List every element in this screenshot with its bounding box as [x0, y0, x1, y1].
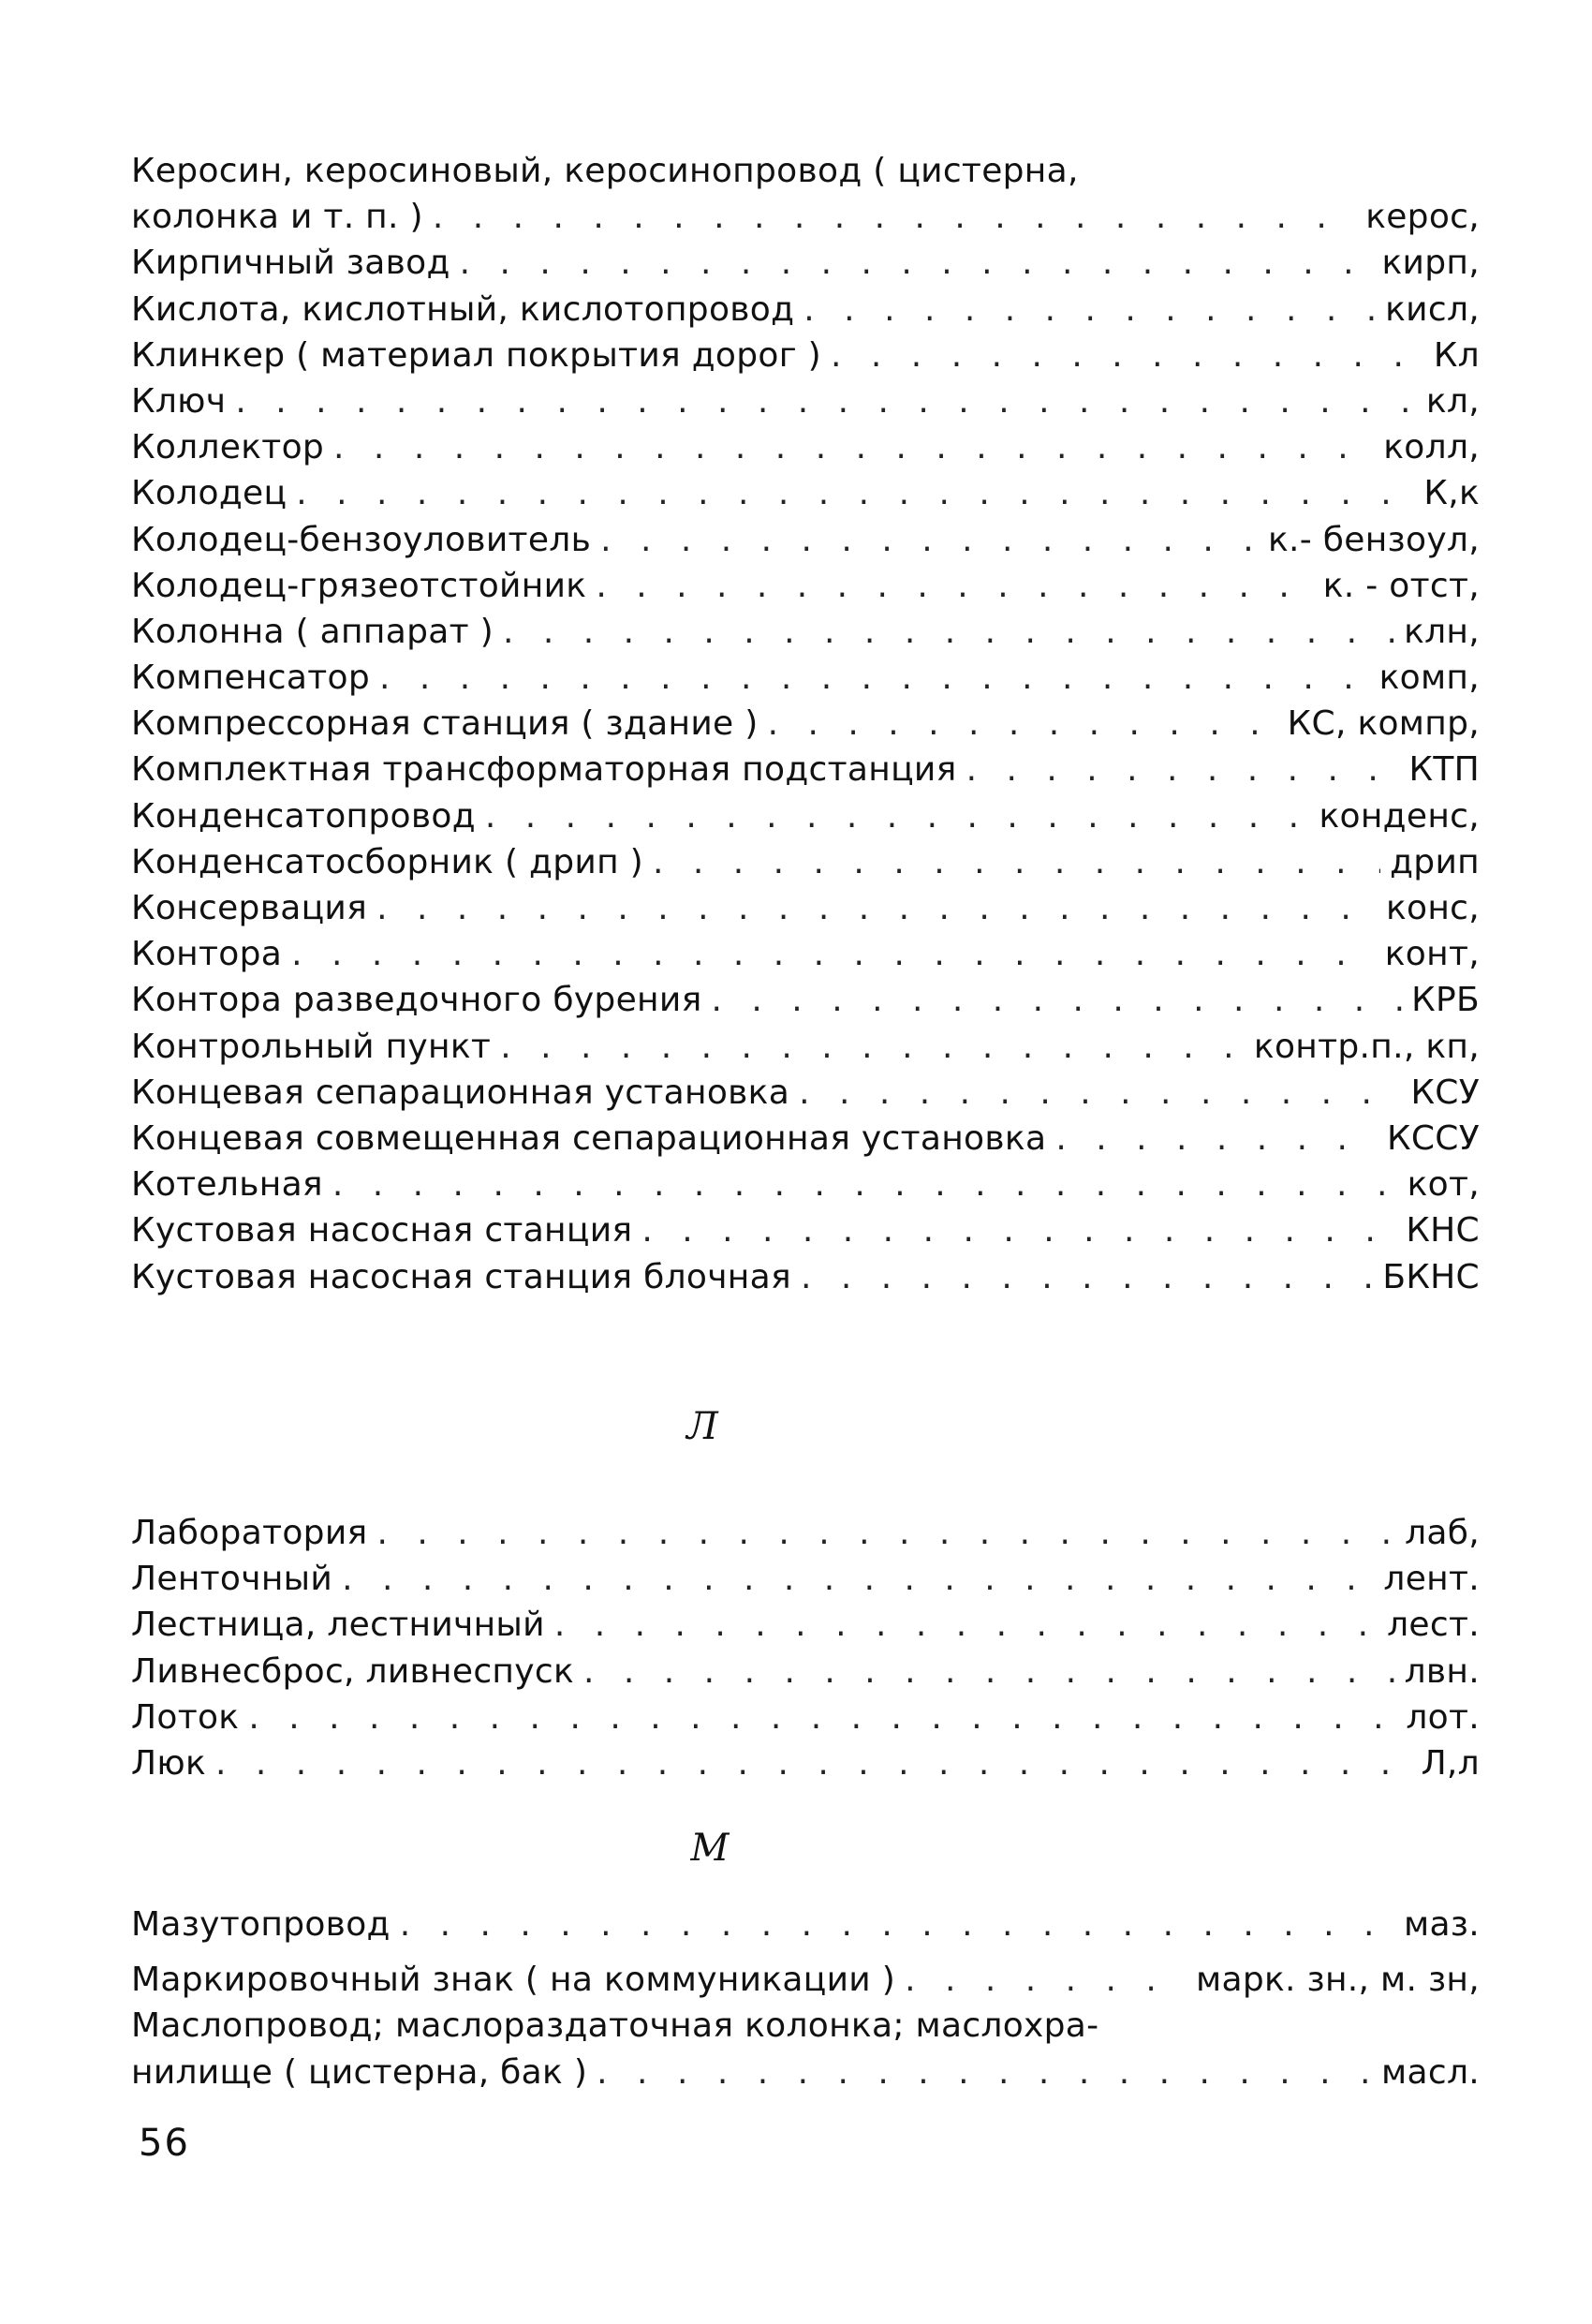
entry-term: Ключ	[131, 381, 227, 421]
leader-dots	[235, 378, 1417, 424]
entry-term: Комплектная трансформаторная подстанция	[131, 750, 957, 790]
leader-dots	[379, 655, 1370, 701]
list-item	[131, 747, 1480, 792]
entry-abbreviation: керос,	[1365, 198, 1480, 237]
entry-term: Кустовая насосная станция	[131, 1211, 633, 1251]
entry-continued-first-line	[131, 2003, 1480, 2049]
entry-abbreviation: КССУ	[1387, 1118, 1480, 1158]
entry-abbreviation: конденс,	[1319, 796, 1480, 836]
entry-abbreviation: дрип	[1390, 842, 1480, 881]
entry-term: Маслопровод; маслораздаточная колонка; маслохра-	[131, 2006, 1099, 2046]
entry-abbreviation: конт,	[1384, 935, 1480, 974]
leader-dots	[905, 1957, 1187, 2003]
list-item	[131, 424, 1480, 470]
list-item	[131, 1162, 1480, 1207]
list-item	[131, 609, 1480, 655]
entry-abbreviation: маз.	[1403, 1905, 1480, 1944]
list-item	[131, 701, 1480, 747]
entry-term: нилище ( цистерна, бак )	[131, 2052, 588, 2092]
list-item	[131, 194, 1480, 240]
list-item	[131, 470, 1480, 516]
entry-term: Консервация	[131, 889, 368, 927]
entry-abbreviation: КТП	[1408, 750, 1480, 790]
entry-term: Котельная	[131, 1165, 323, 1205]
leader-dots	[653, 839, 1380, 885]
leader-dots	[803, 287, 1376, 333]
entry-term: Колодец-грязеотстойник	[131, 566, 587, 605]
entry-term: Лаборатория	[131, 1514, 368, 1552]
entry-abbreviation: колл,	[1383, 428, 1480, 467]
leader-dots	[460, 240, 1373, 286]
leader-dots	[215, 1740, 1412, 1786]
leader-dots	[248, 1695, 1396, 1740]
entry-term: Компенсатор	[131, 659, 370, 698]
leader-dots	[376, 885, 1377, 931]
leader-dots	[799, 1070, 1401, 1116]
leader-dots	[376, 1510, 1395, 1556]
leader-dots	[966, 747, 1400, 792]
list-item	[131, 287, 1480, 333]
list-item	[131, 1024, 1480, 1070]
entry-abbreviation: К,к	[1423, 474, 1480, 513]
entry-abbreviation: к. - отст,	[1322, 566, 1480, 605]
entry-abbreviation: Кл	[1433, 335, 1480, 375]
leader-dots	[596, 563, 1313, 609]
entry-abbreviation: кирп,	[1381, 244, 1480, 283]
leader-dots	[296, 470, 1414, 516]
list-item	[131, 1740, 1480, 1786]
list-item	[131, 885, 1480, 931]
entry-abbreviation: КС, компр,	[1287, 704, 1480, 744]
entry-term: Клинкер ( материал покрытия дорог )	[131, 335, 822, 375]
leader-dots	[600, 517, 1259, 563]
entry-term: Концевая сепарационная установка	[131, 1073, 790, 1112]
leader-dots	[554, 1602, 1378, 1648]
entry-term: Мазутопровод	[131, 1905, 391, 1944]
entry-term: Колодец-бензоуловитель	[131, 520, 592, 559]
entry-term: Коллектор	[131, 428, 325, 467]
leader-dots	[332, 1162, 1398, 1207]
entry-term: Колонна ( аппарат )	[131, 612, 494, 651]
list-item	[131, 1510, 1480, 1556]
entry-term: Кирпичный завод	[131, 244, 450, 283]
leader-dots	[583, 1649, 1395, 1695]
leader-dots	[1055, 1116, 1378, 1162]
entry-term: колонка и т. п. )	[131, 198, 423, 237]
entry-abbreviation: к.- бензоул,	[1267, 520, 1480, 559]
leader-dots	[291, 931, 1376, 977]
entry-term: Конденсатопровод	[131, 796, 476, 836]
entry-term: Ливнесброс, ливнеспуск	[131, 1651, 575, 1691]
entry-term: Концевая совмещенная сепарационная установка	[131, 1118, 1047, 1158]
list-item	[131, 977, 1480, 1023]
list-item	[131, 563, 1480, 609]
leader-dots	[400, 1902, 1394, 1947]
entry-term: Колодец	[131, 474, 287, 513]
list-item	[131, 1116, 1480, 1162]
entry-abbreviation: конс,	[1385, 889, 1480, 927]
list-item	[131, 1957, 1480, 2003]
list-item	[131, 378, 1480, 424]
entry-term: Керосин, керосиновый, керосинопровод ( цистерна,	[131, 152, 1079, 190]
section-heading-l: Л	[686, 1405, 718, 1448]
entry-abbreviation: клн,	[1404, 612, 1480, 651]
entry-abbreviation: лест.	[1387, 1606, 1480, 1645]
entry-abbreviation: КСУ	[1410, 1073, 1480, 1112]
entry-abbreviation: лот.	[1406, 1697, 1480, 1737]
list-item	[131, 931, 1480, 977]
leader-dots	[597, 2050, 1372, 2095]
entry-abbreviation: БКНС	[1382, 1257, 1480, 1296]
entry-term: Ленточный	[131, 1560, 333, 1599]
entry-abbreviation: кисл,	[1385, 289, 1480, 329]
leader-dots	[712, 977, 1403, 1023]
entry-term: Лестница, лестничный	[131, 1606, 545, 1645]
leader-dots	[641, 1207, 1396, 1253]
leader-dots	[768, 701, 1278, 747]
entry-abbreviation: Л,л	[1421, 1743, 1480, 1783]
list-item	[131, 839, 1480, 885]
list-item	[131, 240, 1480, 286]
leader-dots	[831, 333, 1424, 378]
entry-term: Маркировочный знак ( на коммуникации )	[131, 1961, 896, 2000]
leader-dots	[485, 793, 1310, 839]
list-item	[131, 517, 1480, 563]
entry-abbreviation: контр.п., кп,	[1253, 1027, 1480, 1066]
list-item	[131, 1649, 1480, 1695]
list-item	[131, 1695, 1480, 1740]
entry-abbreviation: КНС	[1406, 1211, 1480, 1251]
entry-abbreviation: марк. зн., м. зн,	[1196, 1961, 1480, 2000]
leader-dots	[433, 194, 1356, 240]
entry-abbreviation: лвн.	[1404, 1651, 1480, 1691]
entry-continued-first-line	[131, 148, 1480, 194]
entry-abbreviation: комп,	[1378, 659, 1480, 698]
entry-term: Контора	[131, 935, 283, 974]
list-item	[131, 655, 1480, 701]
section-m	[131, 1902, 1480, 2095]
entry-term: Контрольный пункт	[131, 1027, 492, 1066]
page-number: 56	[139, 2122, 190, 2165]
section-heading-m: М	[690, 1827, 730, 1870]
entry-term: Лоток	[131, 1697, 240, 1737]
leader-dots	[333, 424, 1374, 470]
section-k	[131, 148, 1480, 1300]
entry-abbreviation: лаб,	[1405, 1514, 1480, 1552]
list-item	[131, 1070, 1480, 1116]
entry-abbreviation: лент.	[1383, 1560, 1480, 1599]
entry-term: Кустовая насосная станция блочная	[131, 1257, 791, 1296]
entry-abbreviation: масл.	[1381, 2052, 1480, 2092]
entry-term: Люк	[131, 1743, 207, 1783]
list-item	[131, 1556, 1480, 1602]
entry-abbreviation: кот,	[1407, 1165, 1480, 1205]
list-item	[131, 1254, 1480, 1300]
entry-term: Контора разведочного бурения	[131, 981, 702, 1020]
list-item	[131, 1902, 1480, 1947]
list-item	[131, 333, 1480, 378]
list-item	[131, 1207, 1480, 1253]
list-item	[131, 2050, 1480, 2095]
entry-term: Кислота, кислотный, кислотопровод	[131, 289, 795, 329]
leader-dots	[342, 1556, 1374, 1602]
entry-abbreviation: кл,	[1425, 381, 1480, 421]
section-l	[131, 1510, 1480, 1786]
entry-term: Компрессорная станция ( здание )	[131, 704, 759, 744]
entry-abbreviation: КРБ	[1411, 981, 1480, 1020]
list-item	[131, 793, 1480, 839]
leader-dots	[503, 609, 1394, 655]
leader-dots	[500, 1024, 1245, 1070]
leader-dots	[801, 1254, 1373, 1300]
list-item	[131, 1602, 1480, 1648]
entry-term: Конденсатосборник ( дрип )	[131, 842, 643, 881]
